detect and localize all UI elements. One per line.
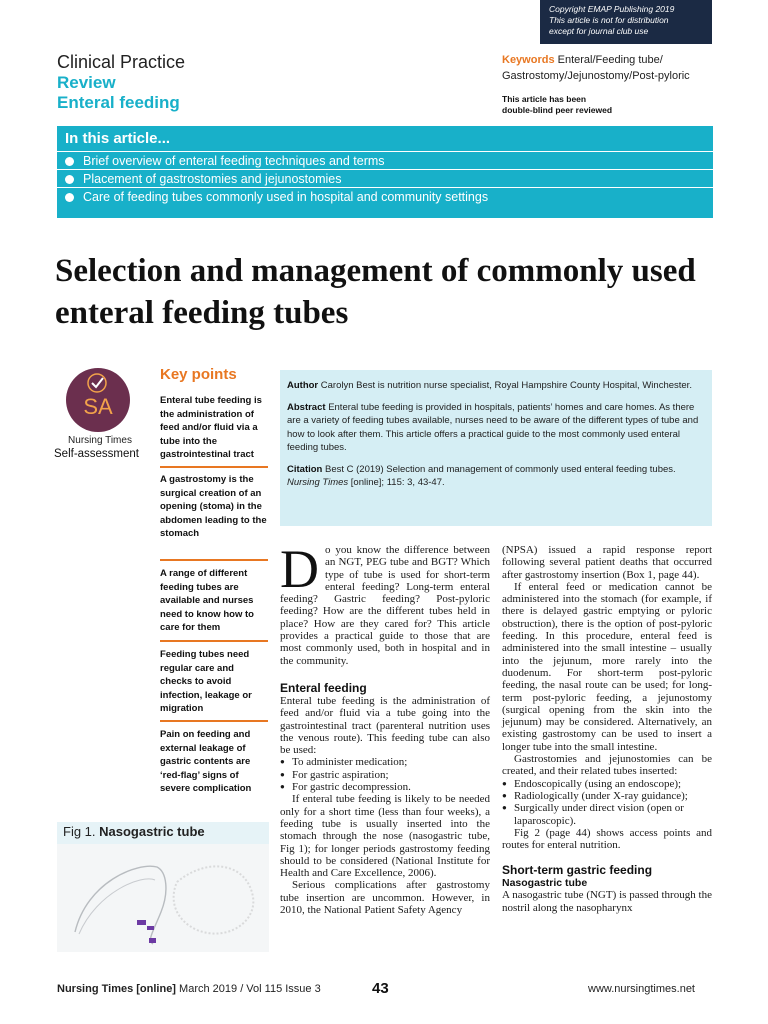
footer-journal bbox=[57, 983, 321, 995]
subheading-enteral-feeding: Enteral feeding bbox=[280, 680, 367, 695]
key-point: Enteral tube feeding is the administration of feed and/or fluid via a tube into the gastrointestinal tract bbox=[160, 395, 262, 460]
nasogastric-tube-image bbox=[57, 822, 269, 952]
citation-text: Best C (2019) Selection and management of commonly used enteral feeding tubes. bbox=[325, 463, 676, 475]
in-this-article-text: Brief overview of enteral feeding techniques and terms bbox=[83, 154, 385, 168]
figure-title: Nasogastric tube bbox=[99, 824, 205, 839]
figure-caption bbox=[63, 824, 205, 839]
citation-journal: Nursing Times bbox=[287, 477, 349, 488]
peer-review-line: double-blind peer reviewed bbox=[502, 105, 613, 115]
author-label: Author bbox=[287, 380, 319, 391]
subheading-nasogastric-tube: Nasogastric tube bbox=[502, 877, 588, 890]
intro-text: o you know the difference between an NGT, PEG tube and BGT? Which type of tube is used for short-term enteral feeding? Long-term enteral feeding? Gastric feeding? Post-pyloric feeding? How are the different tubes held in place? How are they cared for? This article provides a practical guide to those that are most commonly used, both in hospital and in the community. bbox=[280, 544, 490, 667]
author-box bbox=[280, 370, 712, 526]
key-points-title: Key points bbox=[160, 366, 237, 383]
abstract-paragraph bbox=[287, 401, 705, 455]
drop-cap: D bbox=[280, 539, 319, 599]
bullet-icon bbox=[65, 157, 74, 166]
in-this-article-text: Care of feeding tubes commonly used in hospital and community settings bbox=[83, 190, 489, 204]
checkmark-icon bbox=[84, 372, 110, 394]
footer-url: www.nursingtimes.net bbox=[588, 983, 695, 995]
body-paragraph: A nasogastric tube (NGT) is passed through the nostril along the nasopharynx bbox=[502, 889, 712, 914]
abstract-label: Abstract bbox=[287, 401, 326, 413]
citation-paragraph bbox=[287, 463, 705, 490]
body-paragraph: Serious complications after gastrostomy tube insertion are uncommon. However, in 2010, the National Patient Safety Agency bbox=[280, 879, 490, 917]
divider bbox=[160, 559, 268, 561]
body-column-1 bbox=[280, 539, 490, 917]
subheading-short-term-feeding: Short-term gastric feeding bbox=[502, 863, 653, 878]
copyright-line: Copyright EMAP Publishing 2019 bbox=[549, 4, 675, 14]
footer-journal-name: Nursing Times [online] bbox=[57, 983, 176, 995]
key-point: A gastrostomy is the surgical creation of an opening (stoma) in the abdomen leading to the stomach bbox=[160, 474, 267, 539]
divider bbox=[160, 640, 268, 642]
key-point: Feeding tubes need regular care and checks to avoid infection, leakage or migration bbox=[160, 649, 252, 714]
list-item: ● To administer medication; bbox=[280, 756, 490, 768]
figure-label: Fig 1. bbox=[63, 824, 96, 839]
body-paragraph: If enteral tube feeding is likely to be needed only for a short time (less than four weeks), a feeding tube is usually inserted into the stomach through the nose (nasogastric tube, Fig 1); for longer periods gastrostomy feeding should to be considered (National Institute for Health and Care Excellence, 2006). bbox=[280, 793, 490, 880]
peer-review-note bbox=[502, 94, 702, 116]
list-item: ● Radiologically (under X-ray guidance); bbox=[502, 790, 712, 802]
article-topic: Enteral feeding bbox=[57, 93, 180, 112]
author-paragraph bbox=[287, 379, 705, 393]
intro-paragraph bbox=[280, 539, 490, 667]
list-item: ● For gastric decompression. bbox=[280, 781, 490, 793]
list-item: ● Surgically under direct vision (open or laparoscopic). bbox=[502, 802, 712, 827]
abstract-text: Enteral tube feeding is provided in hospitals, patients’ homes and care homes. As there are a variety of feeding tubes available, nurses need to be aware of the different types of tube and how to look after them. This article offers a practical guide to the most commonly used enteral feeding tubes. bbox=[287, 401, 699, 453]
footer-issue: March 2019 / Vol 115 Issue 3 bbox=[179, 983, 321, 995]
in-this-article-box bbox=[57, 126, 713, 218]
body-paragraph: Enteral tube feeding is the administration of feed and/or fluid via a tube going into the gastrointestinal tract (parenteral nutrition uses the venous route). This feeding tube can also be used: bbox=[280, 694, 490, 757]
figure-nasogastric-tube bbox=[57, 822, 269, 952]
article-type: Review bbox=[57, 73, 116, 92]
list-item: ● Endoscopically (using an endoscope); bbox=[502, 778, 712, 790]
in-this-article-title: In this article... bbox=[65, 130, 171, 147]
body-paragraph: Fig 2 (page 44) shows access points and routes for enteral nutrition. bbox=[502, 826, 712, 852]
bullet-list bbox=[280, 756, 490, 793]
peer-review-line: This article has been bbox=[502, 94, 587, 104]
article-headline: Selection and management of commonly used enteral feeding tubes bbox=[55, 253, 696, 331]
bullet-icon bbox=[65, 175, 74, 184]
divider bbox=[160, 720, 268, 722]
page-number: 43 bbox=[372, 980, 389, 997]
in-this-article-item bbox=[57, 151, 713, 169]
copyright-notice bbox=[540, 0, 712, 44]
section-label: Clinical Practice bbox=[57, 52, 186, 72]
citation-details: [online]; 115: 3, 43-47. bbox=[350, 477, 445, 488]
copyright-line: This article is not for distribution bbox=[549, 15, 669, 25]
key-point: A range of different feeding tubes are available and nurses need to know how to care for them bbox=[160, 568, 254, 633]
author-text: Carolyn Best is nutrition nurse specialist, Royal Hampshire County Hospital, Winchester. bbox=[320, 380, 692, 391]
citation-label: Citation bbox=[287, 463, 323, 475]
keywords-text: Enteral/Feeding tube/ Gastrostomy/Jejunostomy/Post-pyloric bbox=[502, 54, 690, 82]
in-this-article-text: Placement of gastrostomies and jejunostomies bbox=[83, 172, 342, 186]
body-column-2 bbox=[502, 544, 712, 914]
self-assessment-label: Self-assessment bbox=[54, 448, 140, 460]
brand-name: Nursing Times bbox=[68, 435, 132, 446]
self-assessment-logo-text: SA bbox=[83, 394, 113, 419]
list-item: ● For gastric aspiration; bbox=[280, 769, 490, 781]
body-paragraph: If enteral feed or medication cannot be administered into the stomach (for example, if there is delayed gastric emptying or pyloric obstruction), there is the option of post-pyloric feeding. In this procedure, enteral feed is administered into the small intestine – usually into the jejunum, more rarely into the duodenum. For short-term post-pyloric feeding, the nasal route can be used; for long-term post-pyloric feeding, a jejunostomy (surgical opening from the skin into the jejunum) may be considered. Alternatively, an existing gastrostomy can be used to insert a longer tube into the small intestine. bbox=[502, 580, 712, 753]
in-this-article-item bbox=[57, 169, 713, 187]
copyright-line: except for journal club use bbox=[549, 26, 649, 36]
body-paragraph: Gastrostomies and jejunostomies can be created, and their related tubes inserted: bbox=[502, 753, 712, 778]
keywords bbox=[502, 52, 718, 84]
bullet-icon bbox=[65, 193, 74, 202]
body-paragraph: (NPSA) issued a rapid response report following several patient deaths that occurred after gastrostomy insertion (Box 1, page 44). bbox=[502, 544, 712, 581]
keywords-label: Keywords bbox=[502, 54, 555, 66]
bullet-list bbox=[502, 778, 712, 827]
divider bbox=[160, 466, 268, 468]
key-point: Pain on feeding and external leakage of gastric contents are ‘red-flag’ signs of severe complication bbox=[160, 729, 252, 794]
in-this-article-item bbox=[57, 187, 713, 205]
